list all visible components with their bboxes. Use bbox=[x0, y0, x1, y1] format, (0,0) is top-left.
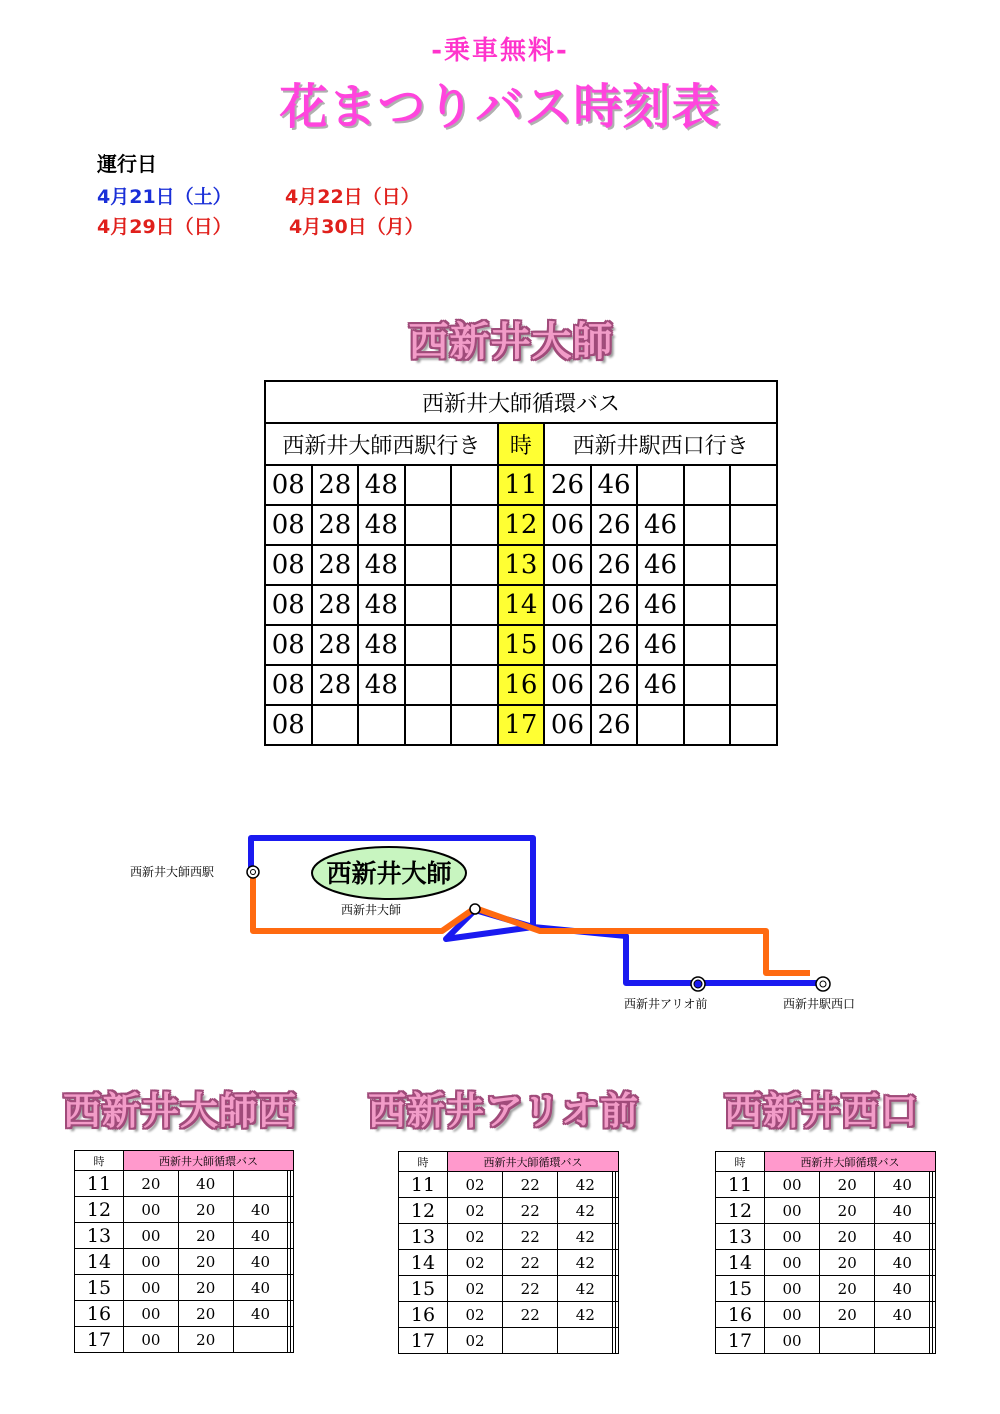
departure-minute-cell: 42 bbox=[558, 1302, 613, 1328]
departure-minute-cell: 40 bbox=[875, 1172, 930, 1198]
departure-minute-cell bbox=[933, 1224, 936, 1250]
departure-minute-cell: 42 bbox=[558, 1276, 613, 1302]
departure-minute-cell: 06 bbox=[544, 665, 591, 705]
timetable-row bbox=[265, 705, 777, 745]
departure-minute-cell: 28 bbox=[312, 625, 359, 665]
operation-date-1: 4月21日（土） bbox=[97, 186, 232, 208]
timetable-row bbox=[399, 1198, 619, 1224]
hour-cell: 11 bbox=[399, 1172, 448, 1198]
departure-minute-cell: 46 bbox=[637, 665, 684, 705]
departure-minute-cell bbox=[451, 625, 498, 665]
timetable-row bbox=[75, 1275, 294, 1301]
timetable-row bbox=[265, 465, 777, 505]
timetable-row bbox=[716, 1328, 936, 1354]
hour-cell: 11 bbox=[75, 1171, 124, 1197]
timetable-row bbox=[399, 1224, 619, 1250]
departure-minute-cell: 22 bbox=[503, 1198, 558, 1224]
left-direction-header: 西新井大師西駅行き bbox=[265, 423, 498, 465]
departure-minute-cell bbox=[405, 545, 452, 585]
free-ride-label: -乗車無料- bbox=[431, 36, 569, 66]
departure-minute-cell: 20 bbox=[820, 1302, 875, 1328]
route-name-header: 西新井大師循環バス bbox=[765, 1152, 936, 1172]
route-map bbox=[0, 820, 1000, 1020]
departure-minute-cell bbox=[451, 665, 498, 705]
hour-cell: 15 bbox=[75, 1275, 124, 1301]
departure-minute-cell: 08 bbox=[265, 705, 312, 745]
departure-minute-cell bbox=[616, 1172, 619, 1198]
stop-marker-daishi bbox=[470, 904, 480, 914]
operation-days-label: 運行日 bbox=[97, 152, 157, 176]
departure-minute-cell: 40 bbox=[233, 1197, 288, 1223]
timetable-row bbox=[716, 1198, 936, 1224]
departure-minute-cell: 40 bbox=[875, 1250, 930, 1276]
departure-minute-cell: 28 bbox=[312, 545, 359, 585]
departure-minute-cell bbox=[730, 585, 777, 625]
departure-minute-cell bbox=[684, 625, 731, 665]
departure-minute-cell: 00 bbox=[765, 1198, 820, 1224]
departure-minute-cell: 46 bbox=[637, 585, 684, 625]
stop-label-west-station: 西新井大師西駅 bbox=[130, 865, 215, 879]
departure-minute-cell: 20 bbox=[820, 1198, 875, 1224]
departure-minute-cell: 46 bbox=[591, 465, 638, 505]
departure-minute-cell bbox=[684, 465, 731, 505]
departure-minute-cell: 40 bbox=[233, 1223, 288, 1249]
departure-minute-cell bbox=[451, 545, 498, 585]
departure-minute-cell: 20 bbox=[820, 1172, 875, 1198]
departure-minute-cell bbox=[233, 1327, 288, 1353]
sub-table-header-row bbox=[716, 1152, 936, 1172]
hour-cell: 16 bbox=[399, 1302, 448, 1328]
departure-minute-cell: 22 bbox=[503, 1276, 558, 1302]
hour-cell: 13 bbox=[399, 1224, 448, 1250]
hour-header: 時 bbox=[498, 423, 545, 465]
stop-label-ario: 西新井アリオ前 bbox=[624, 997, 708, 1011]
departure-minute-cell bbox=[405, 465, 452, 505]
departure-minute-cell: 08 bbox=[265, 585, 312, 625]
departure-minute-cell: 06 bbox=[544, 505, 591, 545]
departure-minute-cell: 48 bbox=[358, 665, 405, 705]
departure-minute-cell bbox=[684, 585, 731, 625]
stop-marker-west-station bbox=[247, 866, 259, 878]
departure-minute-cell bbox=[358, 705, 405, 745]
sub-timetable-2 bbox=[398, 1151, 619, 1354]
departure-minute-cell: 26 bbox=[544, 465, 591, 505]
hour-cell: 12 bbox=[498, 505, 545, 545]
departure-minute-cell: 06 bbox=[544, 705, 591, 745]
departure-minute-cell bbox=[451, 705, 498, 745]
departure-minute-cell: 02 bbox=[448, 1198, 503, 1224]
hour-cell: 11 bbox=[498, 465, 545, 505]
departure-minute-cell bbox=[730, 625, 777, 665]
departure-minute-cell bbox=[730, 465, 777, 505]
timetable-row bbox=[716, 1224, 936, 1250]
timetable-row bbox=[75, 1249, 294, 1275]
departure-minute-cell bbox=[730, 665, 777, 705]
departure-minute-cell bbox=[684, 705, 731, 745]
departure-minute-cell: 46 bbox=[637, 505, 684, 545]
hour-header: 時 bbox=[75, 1151, 124, 1171]
departure-minute-cell: 26 bbox=[591, 625, 638, 665]
departure-minute-cell: 00 bbox=[765, 1328, 820, 1354]
timetable-row bbox=[75, 1171, 294, 1197]
departure-minute-cell: 26 bbox=[591, 505, 638, 545]
hour-cell: 15 bbox=[399, 1276, 448, 1302]
stop-marker-nishiguchi bbox=[816, 977, 830, 991]
departure-minute-cell: 06 bbox=[544, 545, 591, 585]
departure-minute-cell: 00 bbox=[124, 1327, 179, 1353]
timetable-row bbox=[716, 1172, 936, 1198]
departure-minute-cell: 02 bbox=[448, 1250, 503, 1276]
departure-minute-cell bbox=[616, 1328, 619, 1354]
departure-minute-cell: 42 bbox=[558, 1172, 613, 1198]
departure-minute-cell bbox=[616, 1250, 619, 1276]
departure-minute-cell: 40 bbox=[233, 1275, 288, 1301]
departure-minute-cell bbox=[405, 665, 452, 705]
departure-minute-cell: 20 bbox=[178, 1197, 233, 1223]
departure-minute-cell: 40 bbox=[178, 1171, 233, 1197]
departure-minute-cell bbox=[291, 1171, 294, 1197]
hour-cell: 12 bbox=[399, 1198, 448, 1224]
map-center-label: 西新井大師 bbox=[326, 859, 452, 888]
timetable-row bbox=[265, 545, 777, 585]
departure-minute-cell: 48 bbox=[358, 625, 405, 665]
timetable-row bbox=[716, 1250, 936, 1276]
hour-cell: 15 bbox=[716, 1276, 765, 1302]
departure-minute-cell bbox=[616, 1224, 619, 1250]
hour-cell: 12 bbox=[75, 1197, 124, 1223]
departure-minute-cell bbox=[820, 1328, 875, 1354]
timetable-row bbox=[399, 1172, 619, 1198]
hour-cell: 17 bbox=[75, 1327, 124, 1353]
departure-minute-cell bbox=[637, 465, 684, 505]
departure-minute-cell bbox=[616, 1198, 619, 1224]
departure-minute-cell: 48 bbox=[358, 465, 405, 505]
hour-cell: 17 bbox=[399, 1328, 448, 1354]
departure-minute-cell: 20 bbox=[178, 1223, 233, 1249]
departure-minute-cell: 02 bbox=[448, 1224, 503, 1250]
departure-minute-cell bbox=[291, 1249, 294, 1275]
hour-cell: 15 bbox=[498, 625, 545, 665]
timetable-row bbox=[75, 1223, 294, 1249]
sub-timetable-1 bbox=[74, 1150, 294, 1353]
timetable-row bbox=[75, 1301, 294, 1327]
departure-minute-cell bbox=[405, 505, 452, 545]
hour-cell: 16 bbox=[716, 1302, 765, 1328]
departure-minute-cell bbox=[291, 1197, 294, 1223]
departure-minute-cell: 22 bbox=[503, 1302, 558, 1328]
departure-minute-cell: 26 bbox=[591, 665, 638, 705]
hour-cell: 14 bbox=[399, 1250, 448, 1276]
hour-cell: 12 bbox=[716, 1198, 765, 1224]
departure-minute-cell: 20 bbox=[178, 1301, 233, 1327]
hour-cell: 13 bbox=[75, 1223, 124, 1249]
sub-section-title-2: 西新井アリオ前 bbox=[368, 1089, 640, 1133]
departure-minute-cell: 20 bbox=[820, 1224, 875, 1250]
departure-minute-cell: 08 bbox=[265, 545, 312, 585]
departure-minute-cell bbox=[616, 1276, 619, 1302]
route-name-header: 西新井大師循環バス bbox=[448, 1152, 619, 1172]
departure-minute-cell bbox=[291, 1223, 294, 1249]
departure-minute-cell: 42 bbox=[558, 1224, 613, 1250]
hour-cell: 14 bbox=[498, 585, 545, 625]
departure-minute-cell: 40 bbox=[875, 1276, 930, 1302]
departure-minute-cell: 48 bbox=[358, 545, 405, 585]
timetable-row bbox=[265, 505, 777, 545]
hour-cell: 17 bbox=[498, 705, 545, 745]
departure-minute-cell: 20 bbox=[124, 1171, 179, 1197]
stop-label-nishiguchi: 西新井駅西口 bbox=[783, 997, 856, 1011]
departure-minute-cell: 22 bbox=[503, 1224, 558, 1250]
departure-minute-cell: 00 bbox=[765, 1224, 820, 1250]
departure-minute-cell bbox=[451, 505, 498, 545]
departure-minute-cell: 26 bbox=[591, 585, 638, 625]
departure-minute-cell: 40 bbox=[875, 1198, 930, 1224]
hour-cell: 13 bbox=[716, 1224, 765, 1250]
departure-minute-cell bbox=[875, 1328, 930, 1354]
sub-table-header-row bbox=[399, 1152, 619, 1172]
departure-minute-cell bbox=[503, 1328, 558, 1354]
departure-minute-cell: 06 bbox=[544, 585, 591, 625]
departure-minute-cell: 40 bbox=[233, 1249, 288, 1275]
hour-cell: 13 bbox=[498, 545, 545, 585]
departure-minute-cell: 46 bbox=[637, 625, 684, 665]
timetable-row bbox=[265, 585, 777, 625]
departure-minute-cell: 08 bbox=[265, 665, 312, 705]
departure-minute-cell bbox=[684, 665, 731, 705]
sub-section-title-1: 西新井大師西 bbox=[63, 1089, 298, 1133]
hour-cell: 16 bbox=[75, 1301, 124, 1327]
departure-minute-cell: 00 bbox=[765, 1276, 820, 1302]
hour-header: 時 bbox=[399, 1152, 448, 1172]
departure-minute-cell bbox=[616, 1302, 619, 1328]
departure-minute-cell bbox=[684, 505, 731, 545]
operation-date-4: 4月30日（月） bbox=[289, 216, 424, 238]
departure-minute-cell bbox=[933, 1172, 936, 1198]
departure-minute-cell bbox=[405, 585, 452, 625]
departure-minute-cell: 08 bbox=[265, 625, 312, 665]
departure-minute-cell: 02 bbox=[448, 1276, 503, 1302]
departure-minute-cell bbox=[684, 545, 731, 585]
sub-timetable-3 bbox=[715, 1151, 936, 1354]
departure-minute-cell: 48 bbox=[358, 585, 405, 625]
departure-minute-cell: 02 bbox=[448, 1328, 503, 1354]
departure-minute-cell bbox=[933, 1250, 936, 1276]
departure-minute-cell: 08 bbox=[265, 505, 312, 545]
departure-minute-cell bbox=[405, 705, 452, 745]
departure-minute-cell: 00 bbox=[124, 1197, 179, 1223]
departure-minute-cell: 08 bbox=[265, 465, 312, 505]
departure-minute-cell: 00 bbox=[124, 1249, 179, 1275]
hour-header: 時 bbox=[716, 1152, 765, 1172]
departure-minute-cell bbox=[933, 1302, 936, 1328]
departure-minute-cell: 00 bbox=[765, 1302, 820, 1328]
timetable-row bbox=[75, 1197, 294, 1223]
departure-minute-cell: 28 bbox=[312, 465, 359, 505]
departure-minute-cell: 02 bbox=[448, 1302, 503, 1328]
timetable-row bbox=[716, 1302, 936, 1328]
hour-cell: 14 bbox=[716, 1250, 765, 1276]
timetable-row bbox=[75, 1327, 294, 1353]
departure-minute-cell: 40 bbox=[875, 1302, 930, 1328]
departure-minute-cell: 20 bbox=[178, 1327, 233, 1353]
departure-minute-cell bbox=[291, 1327, 294, 1353]
timetable-row bbox=[716, 1276, 936, 1302]
departure-minute-cell: 06 bbox=[544, 625, 591, 665]
departure-minute-cell bbox=[233, 1171, 288, 1197]
departure-minute-cell bbox=[637, 705, 684, 745]
departure-minute-cell: 00 bbox=[765, 1250, 820, 1276]
departure-minute-cell: 40 bbox=[233, 1301, 288, 1327]
departure-minute-cell: 40 bbox=[875, 1224, 930, 1250]
hour-cell: 17 bbox=[716, 1328, 765, 1354]
sub-section-title-3: 西新井西口 bbox=[724, 1089, 920, 1133]
departure-minute-cell bbox=[451, 465, 498, 505]
stop-label-daishi: 西新井大師 bbox=[341, 903, 402, 917]
departure-minute-cell: 42 bbox=[558, 1198, 613, 1224]
timetable-row bbox=[399, 1302, 619, 1328]
departure-minute-cell bbox=[312, 705, 359, 745]
departure-minute-cell: 26 bbox=[591, 705, 638, 745]
page-title: 花まつりバス時刻表 bbox=[279, 79, 721, 135]
timetable-row bbox=[265, 665, 777, 705]
operation-date-3: 4月29日（日） bbox=[97, 216, 232, 238]
departure-minute-cell: 22 bbox=[503, 1172, 558, 1198]
departure-minute-cell: 00 bbox=[124, 1275, 179, 1301]
operation-date-2: 4月22日（日） bbox=[285, 186, 420, 208]
stop-marker-ario bbox=[691, 977, 705, 991]
departure-minute-cell: 28 bbox=[312, 505, 359, 545]
departure-minute-cell bbox=[291, 1301, 294, 1327]
departure-minute-cell: 42 bbox=[558, 1250, 613, 1276]
departure-minute-cell bbox=[558, 1328, 613, 1354]
departure-minute-cell bbox=[730, 505, 777, 545]
sub-table-header-row bbox=[75, 1151, 294, 1171]
departure-minute-cell: 20 bbox=[820, 1250, 875, 1276]
departure-minute-cell: 00 bbox=[124, 1301, 179, 1327]
departure-minute-cell: 20 bbox=[178, 1249, 233, 1275]
departure-minute-cell: 28 bbox=[312, 585, 359, 625]
departure-minute-cell: 20 bbox=[178, 1275, 233, 1301]
timetable-row bbox=[399, 1328, 619, 1354]
hour-cell: 16 bbox=[498, 665, 545, 705]
departure-minute-cell bbox=[291, 1275, 294, 1301]
departure-minute-cell bbox=[405, 625, 452, 665]
departure-minute-cell: 22 bbox=[503, 1250, 558, 1276]
departure-minute-cell: 48 bbox=[358, 505, 405, 545]
main-timetable bbox=[264, 380, 778, 746]
departure-minute-cell bbox=[451, 585, 498, 625]
departure-minute-cell bbox=[730, 545, 777, 585]
departure-minute-cell: 28 bbox=[312, 665, 359, 705]
departure-minute-cell bbox=[730, 705, 777, 745]
departure-minute-cell: 26 bbox=[591, 545, 638, 585]
departure-minute-cell: 00 bbox=[765, 1172, 820, 1198]
route-name-header: 西新井大師循環バス bbox=[124, 1151, 294, 1171]
timetable-row bbox=[265, 625, 777, 665]
main-section-title: 西新井大師 bbox=[408, 319, 614, 365]
timetable-row bbox=[399, 1276, 619, 1302]
departure-minute-cell: 46 bbox=[637, 545, 684, 585]
departure-minute-cell bbox=[933, 1276, 936, 1302]
main-table-title: 西新井大師循環バス bbox=[265, 381, 777, 423]
departure-minute-cell: 02 bbox=[448, 1172, 503, 1198]
timetable-row bbox=[399, 1250, 619, 1276]
departure-minute-cell: 00 bbox=[124, 1223, 179, 1249]
hour-cell: 14 bbox=[75, 1249, 124, 1275]
right-direction-header: 西新井駅西口行き bbox=[544, 423, 777, 465]
hour-cell: 11 bbox=[716, 1172, 765, 1198]
departure-minute-cell bbox=[933, 1198, 936, 1224]
departure-minute-cell: 20 bbox=[820, 1276, 875, 1302]
departure-minute-cell bbox=[933, 1328, 936, 1354]
